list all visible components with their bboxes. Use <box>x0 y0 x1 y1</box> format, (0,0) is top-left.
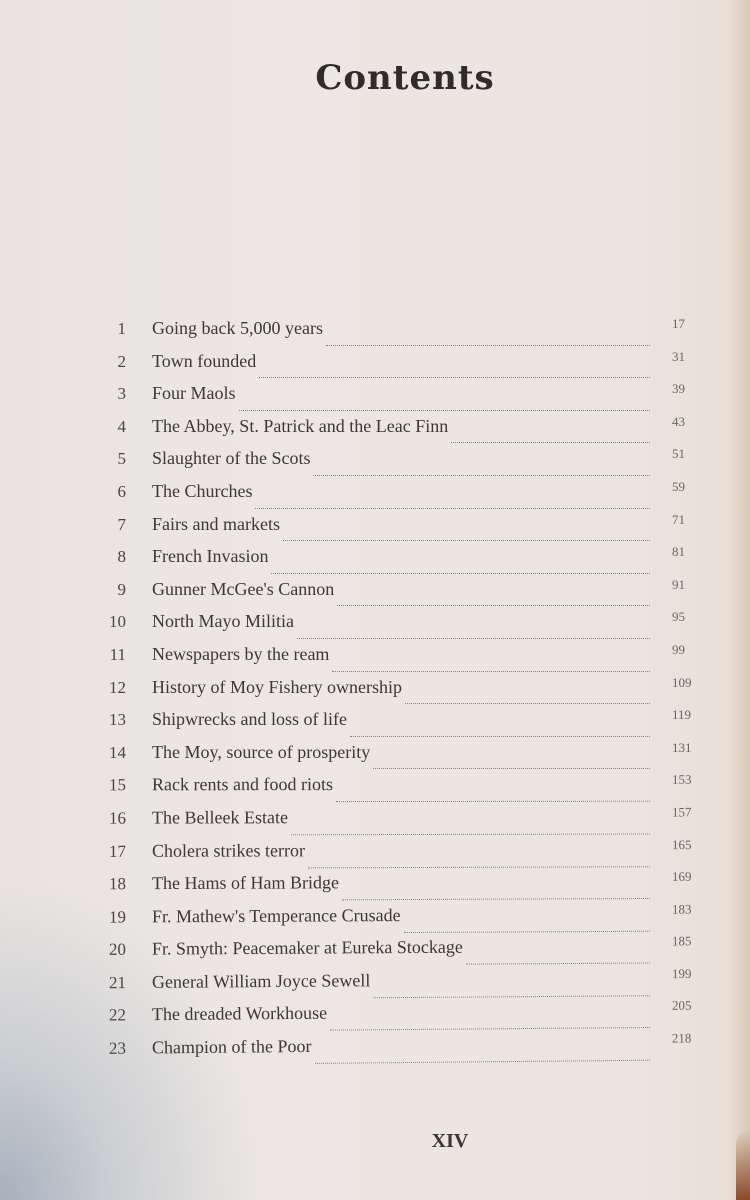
chapter-title: General William Joyce Sewell <box>151 970 371 992</box>
toc-entry <box>100 478 720 514</box>
dot-leader <box>291 832 650 835</box>
chapter-page-number: 31 <box>672 348 685 364</box>
dot-leader <box>283 539 650 541</box>
chapter-number: 2 <box>117 351 126 371</box>
chapter-page-number: 99 <box>672 641 685 657</box>
chapter-number: 18 <box>108 874 127 894</box>
chapter-page-number: 43 <box>672 413 685 429</box>
dot-leader <box>326 344 650 346</box>
dot-leader <box>313 474 650 476</box>
toc-entry <box>100 413 720 449</box>
chapter-page-number: 218 <box>671 1030 692 1046</box>
chapter-title: The Abbey, St. Patrick and the Leac Finn <box>152 415 449 436</box>
chapter-number: 13 <box>109 710 126 730</box>
toc-entry <box>100 546 720 579</box>
chapter-page-number: 39 <box>672 381 685 397</box>
chapter-title: The Churches <box>152 480 253 501</box>
chapter-title: The Moy, source of prosperity <box>152 741 371 762</box>
toc-entry <box>100 348 720 384</box>
toc-entry <box>100 806 720 840</box>
dot-leader <box>350 735 650 737</box>
chapter-page-number: 205 <box>671 998 692 1014</box>
chapter-title: Slaughter of the Scots <box>152 448 311 469</box>
chapter-page-number: 51 <box>672 446 685 462</box>
toc-entry <box>100 709 720 742</box>
dot-leader <box>271 572 650 574</box>
chapter-number: 6 <box>117 481 126 501</box>
toc-entry <box>100 774 720 807</box>
chapter-title: Shipwrecks and loss of life <box>152 709 347 730</box>
toc-entry <box>100 576 720 612</box>
dot-leader <box>373 767 650 769</box>
dot-leader <box>330 1026 650 1031</box>
toc-entry <box>100 318 720 351</box>
toc-entry <box>100 674 720 710</box>
chapter-page-number: 109 <box>672 674 692 690</box>
chapter-number: 12 <box>109 677 126 697</box>
chapter-page-number: 119 <box>672 707 692 723</box>
chapter-title: Town founded <box>152 350 257 371</box>
chapter-number: 11 <box>109 644 126 664</box>
chapter-title: The dreaded Workhouse <box>151 1003 328 1025</box>
dot-leader <box>337 604 650 606</box>
toc-entry <box>100 935 720 971</box>
chapter-number: 7 <box>117 514 126 534</box>
chapter-title: French Invasion <box>152 546 269 567</box>
chapter-page-number: 131 <box>672 739 692 755</box>
dot-leader <box>342 897 650 900</box>
chapter-number: 8 <box>117 547 126 567</box>
chapter-number: 19 <box>108 907 127 927</box>
chapter-page-number: 59 <box>672 478 685 494</box>
page-title: Contents <box>315 58 495 98</box>
toc-entry <box>100 965 720 1005</box>
chapter-number: 20 <box>108 940 127 960</box>
chapter-title: Fr. Mathew's Temperance Crusade <box>151 904 401 927</box>
chapter-page-number: 71 <box>672 511 685 527</box>
chapter-title: Fairs and markets <box>152 513 280 534</box>
dot-leader <box>255 507 650 509</box>
chapter-title: History of Moy Fishery ownership <box>152 676 402 697</box>
chapter-number: 3 <box>117 384 126 404</box>
toc-entry <box>100 511 720 547</box>
chapter-page-number: 169 <box>671 868 692 884</box>
toc-entry <box>100 1032 720 1070</box>
chapter-page-number: 185 <box>671 933 692 949</box>
dot-leader <box>308 864 650 867</box>
chapter-number: 16 <box>108 808 127 828</box>
chapter-number: 17 <box>108 841 127 861</box>
chapter-title: Going back 5,000 years <box>152 318 323 338</box>
chapter-number: 4 <box>117 416 126 436</box>
toc-entry <box>100 836 720 874</box>
dot-leader <box>466 961 650 964</box>
toc-entry <box>100 739 720 775</box>
chapter-number: 14 <box>109 742 126 762</box>
dot-leader <box>315 1058 651 1063</box>
chapter-title: Cholera strikes terror <box>151 839 305 861</box>
chapter-title: The Belleek Estate <box>151 807 288 828</box>
chapter-title: Newspapers by the ream <box>152 643 330 664</box>
chapter-page-number: 95 <box>672 609 685 625</box>
toc-entry <box>100 868 720 906</box>
toc-entry <box>100 903 720 939</box>
dot-leader <box>297 637 650 639</box>
toc-entry <box>100 611 720 644</box>
chapter-page-number: 153 <box>671 772 692 788</box>
chapter-title: Fr. Smyth: Peacemaker at Eureka Stockage <box>151 936 463 959</box>
chapter-number: 9 <box>117 579 126 599</box>
table-of-contents <box>100 318 720 1068</box>
chapter-title: The Hams of Ham Bridge <box>151 872 339 894</box>
chapter-number: 15 <box>108 775 127 795</box>
chapter-page-number: 157 <box>671 804 692 820</box>
dot-leader <box>404 929 650 932</box>
chapter-number: 1 <box>117 319 126 338</box>
dot-leader <box>239 409 650 411</box>
chapter-page-number: 17 <box>672 316 685 331</box>
chapter-title: Rack rents and food riots <box>151 774 333 795</box>
chapter-page-number: 81 <box>672 544 685 560</box>
chapter-page-number: 165 <box>671 836 692 852</box>
chapter-page-number: 91 <box>672 576 685 592</box>
chapter-title: Champion of the Poor <box>151 1035 312 1058</box>
chapter-page-number: 199 <box>671 965 692 981</box>
dot-leader <box>451 441 650 443</box>
chapter-number: 23 <box>108 1038 127 1058</box>
chapter-number: 10 <box>109 612 126 632</box>
chapter-page-number: 183 <box>671 901 692 917</box>
toc-entry <box>100 383 720 416</box>
dot-leader <box>259 376 650 378</box>
dot-leader <box>336 800 650 802</box>
dot-leader <box>405 702 650 704</box>
dot-leader <box>332 670 650 672</box>
chapter-number: 5 <box>117 449 126 469</box>
chapter-number: 22 <box>108 1005 127 1025</box>
chapter-number: 21 <box>108 972 127 993</box>
toc-entry <box>100 641 720 677</box>
chapter-title: Gunner McGee's Cannon <box>152 578 335 599</box>
chapter-title: North Mayo Militia <box>152 611 294 632</box>
chapter-title: Four Maols <box>152 383 236 404</box>
page-folio: XIV <box>431 1130 469 1152</box>
dot-leader <box>373 994 650 998</box>
toc-entry <box>100 448 720 481</box>
